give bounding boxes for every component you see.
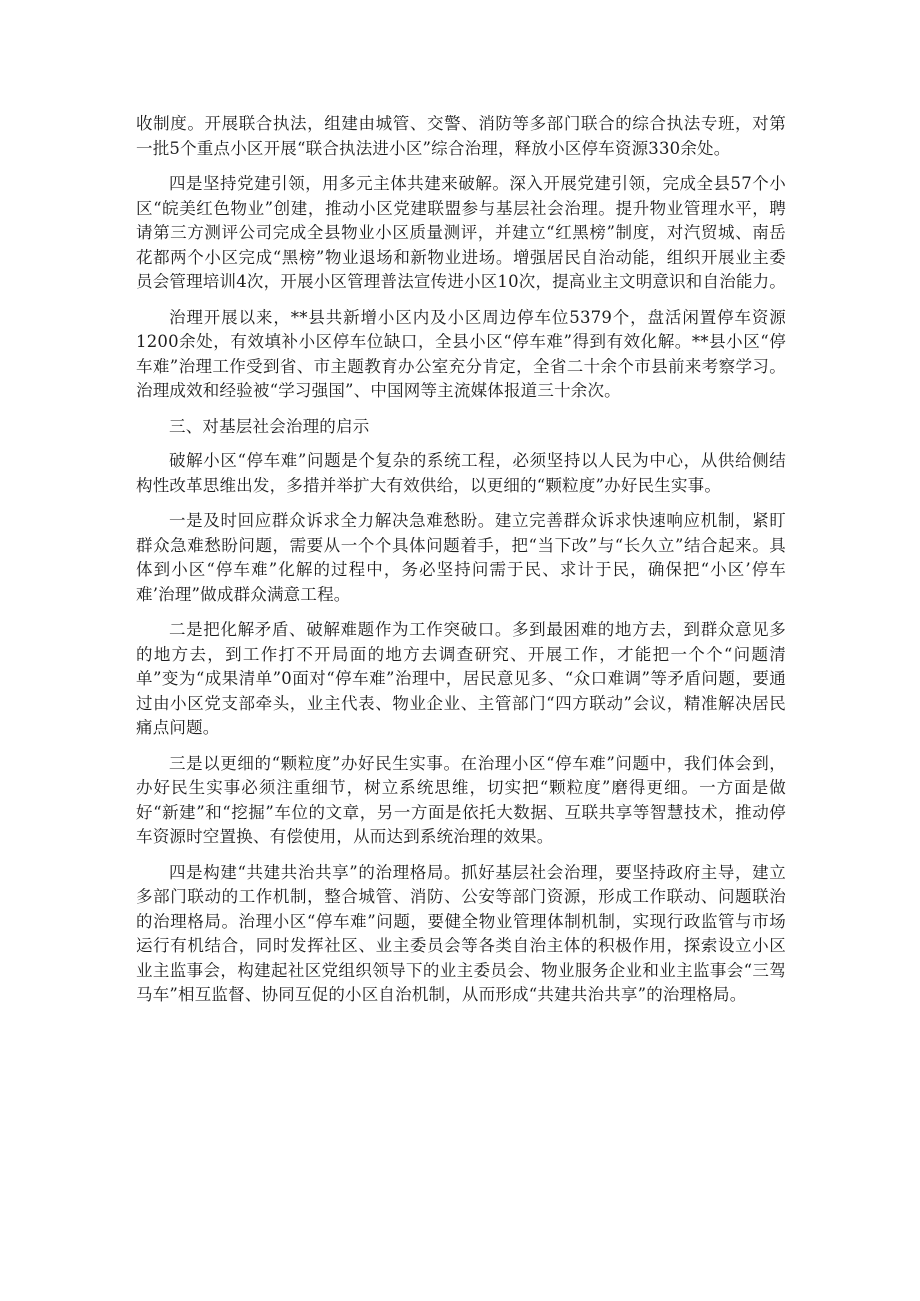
paragraph-continuation: 收制度。开展联合执法，组建由城管、交警、消防等多部门联合的综合执法专班，对第一批5个重点小区开展“联合执法进小区”综合治理，释放小区停车资源330余处。	[136, 114, 786, 158]
section-heading: 三、对基层社会治理的启示	[169, 416, 370, 436]
paragraph-point-three: 三是以更细的“颗粒度”办好民生实事。在治理小区“停车难”问题中，我们体会到，办好民生实事必须注重细节，树立系统思维，切实把“颗粒度”磨得更细。一方面是做好“新建”和“挖掘”车位的文章，另一方面是依托大数据、互联共享等智慧技术，推动停车资源时空置换、有偿使用，从而达到系统治理的效果。	[136, 753, 786, 846]
paragraph-point-one: 一是及时回应群众诉求全力解决急难愁盼。建立完善群众诉求快速响应机制，紧盯群众急难愁盼问题，需要从一个个具体问题着手，把“当下改”与“长久立”结合起来。具体到小区“停车难”化解的过程中，务必坚持问需于民、求计于民，确保把“小区’停车难’治理”做成群众满意工程。	[136, 511, 786, 604]
paragraph-party-leadership: 四是坚持党建引领，用多元主体共建来破解。深入开展党建引领，完成全县57个小区“皖美红色物业”创建，推动小区党建联盟参与基层社会治理。提升物业管理水平，聘请第三方测评公司完成全县物业小区质量测评，并建立“红黑榜”制度，对汽贸城、南岳花都两个小区完成“黑榜”物业退场和新物业进场。增强居民自治动能，组织开展业主委员会管理培训4次，开展小区管理普法宣传进小区10次，提高业主文明意识和自治能力。	[136, 174, 786, 291]
paragraph-intro: 破解小区“停车难”问题是个复杂的系统工程，必须坚持以人民为中心，从供给侧结构性改革思维出发，多措并举扩大有效供给，以更细的“颗粒度”办好民生实事。	[136, 451, 786, 495]
paragraph-results: 治理开展以来，**县共新增小区内及小区周边停车位5379个，盘活闲置停车资源1200余处，有效填补小区停车位缺口，全县小区“停车难”得到有效化解。**县小区“停车难”治理工作受到省、市主题教育办公室充分肯定，全省二十余个市县前来考察学习。治理成效和经验被“学习强国”、中国网等主流媒体报道三十余次。	[136, 307, 786, 400]
paragraph-point-four: 四是构建“共建共治共享”的治理格局。抓好基层社会治理，要坚持政府主导，建立多部门联动的工作机制，整合城管、消防、公安等部门资源，形成工作联动、问题联治的治理格局。治理小区“停车难”问题，要健全物业管理体制机制，实现行政监管与市场运行有机结合，同时发挥社区、业主委员会等各类自治主体的积极作用，探索设立小区业主监事会，构建起社区党组织领导下的业主委员会、物业服务企业和业主监事会“三驾马车”相互监督、协同互促的小区自治机制，从而形成“共建共治共享”的治理格局。	[136, 862, 786, 1004]
paragraph-point-two: 二是把化解矛盾、破解难题作为工作突破口。多到最困难的地方去，到群众意见多的地方去，到工作打不开局面的地方去调查研究、开展工作，才能把一个个“问题清单”变为“成果清单”0面对“停车难”治理中，居民意见多、“众口难调”等矛盾问题，要通过由小区党支部牵头，业主代表、物业企业、主管部门“四方联动”会议，精准解决居民痛点问题。	[136, 620, 786, 737]
document-page	[136, 112, 786, 1019]
